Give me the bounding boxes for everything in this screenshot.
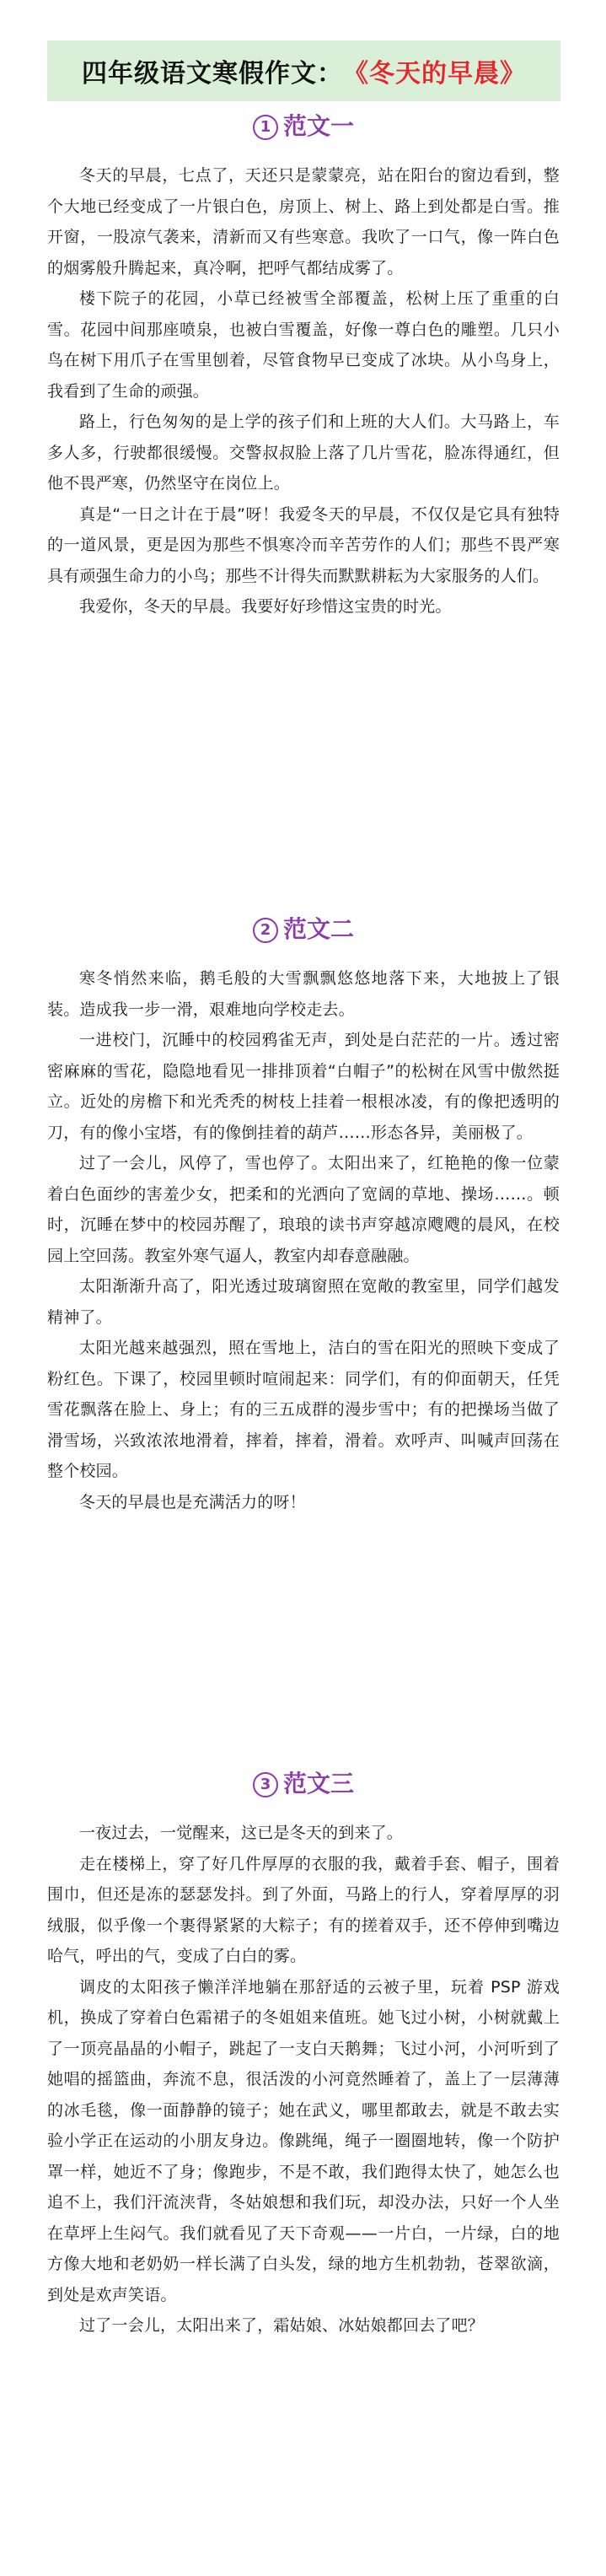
- paragraph: 过了一会儿，太阳出来了，霜姑娘、冰姑娘都回去了吧？: [79, 2316, 485, 2335]
- paragraph: 过了一会儿，风停了，雪也停了。太阳出来了，红艳艳的像一位蒙着白色面纱的害羞少女，把柔和的光洒向了宽阔的草地、操场……。顿时，沉睡在梦中的校园苏醒了，琅琅的读书声穿越凉飕飕的晨风，在校园上空回荡。教室外寒气逼人，教室内却春意融融。: [47, 1154, 560, 1265]
- paragraph: 调皮的太阳孩子懒洋洋地躺在那舒适的云被子里，玩着 PSP 游戏机，换成了穿着白色霜裙子的冬姐姐来值班。她飞过小树，小树就戴上了一顶亮晶晶的小帽子，跳起了一支白天鹅舞；飞过小河，小河听到了她唱的摇篮曲，奔流不息，很活泼的小河竟然睡着了，盖上了一层薄薄的冰毛毯，像一面静静的镜子；她在武义，哪里都敢去，就是不敢去实验小学正在运动的小朋友身边。像跳绳，绳子一圈圈地转，像一个防护罩一样，她近不了身；像跑步，不是不敢，我们跑得太快了，她怎么也追不上，我们汗流浃背，冬姑娘想和我们玩，却没办法，只好一个人坐在草坪上生闷气。我们就看见了天下奇观——一片白，一片绿，白的地方像大地和老奶奶一样长满了白头发，绿的地方生机勃勃，苍翠欲滴，到处是欢声笑语。: [47, 1977, 560, 2304]
- paragraph: 楼下院子的花园，小草已经被雪全部覆盖，松树上压了重重的白雪。花园中间那座喷泉，也被白雪覆盖，好像一尊白色的雕塑。几只小鸟在树下用爪子在雪里刨着，尽管食物早已变成了冰块。从小鸟身上，我看到了生命的顽强。: [47, 289, 560, 401]
- essay-section-1: [47, 108, 560, 622]
- paragraph: 冬天的早晨，七点了，天还只是蒙蒙亮，站在阳台的窗边看到，整个大地已经变成了一片银白色，房顶上、树上、路上到处都是白雪。推开窗，一股凉气袭来，清新而又有些寒意。我吹了一口气，像一阵白色的烟雾般升腾起来，真冷啊，把呼气都结成雾了。: [47, 166, 560, 278]
- essay-section-2: [47, 911, 560, 1517]
- essay-label: 范文二: [282, 915, 354, 943]
- essay-heading-2: [47, 911, 560, 948]
- title-prefix: 四年级语文寒假作文：: [82, 59, 343, 89]
- circled-number-badge: 3: [253, 1772, 278, 1797]
- paragraph: 太阳渐渐升高了，阳光透过玻璃窗照在宽敞的教室里，同学们越发精神了。: [47, 1277, 560, 1327]
- essay-heading-3: [47, 1765, 560, 1803]
- essay-label: 范文三: [282, 1770, 354, 1797]
- title-highlight: 《冬天的早晨》: [343, 59, 526, 89]
- essay-label: 范文一: [282, 112, 354, 140]
- paragraph: 一夜过去，一觉醒来，这已是冬天的到来了。: [79, 1824, 404, 1842]
- essay-section-3: [47, 1765, 560, 2342]
- paragraph: 走在楼梯上，穿了好几件厚厚的衣服的我，戴着手套、帽子，围着围巾，但还是冻的瑟瑟发抖。到了外面，马路上的行人，穿着厚厚的羽绒服，似乎像一个裹得紧紧的大粽子；有的搓着双手，还不停伸到嘴边哈气，呼出的气，变成了白白的雾。: [47, 1854, 560, 1965]
- paragraph: 一进校门，沉睡中的校园鸦雀无声，到处是白茫茫的一片。透过密密麻麻的雪花，隐隐地看见一排排顶着“白帽子”的松树在风雪中傲然挺立。近处的房檐下和光秃秃的树枝上挂着一根根冰凌，有的像把透明的刀，有的像小宝塔，有的像倒挂着的葫芦……形态各异，美丽极了。: [47, 1031, 560, 1142]
- circled-number-badge: 2: [253, 918, 278, 943]
- circled-number-badge: 1: [253, 115, 278, 140]
- page-title: [47, 40, 560, 101]
- paragraph: 寒冬悄然来临，鹅毛般的大雪飘飘悠悠地落下来，大地披上了银装。造成我一步一滑，艰难地向学校走去。: [47, 969, 560, 1019]
- paragraph: 我爱你，冬天的早晨。我要好好珍惜这宝贵的时光。: [79, 597, 452, 616]
- paragraph: 太阳光越来越强烈，照在雪地上，洁白的雪在阳光的照映下变成了粉红色。下课了，校园里顿时喧闹起来：同学们，有的仰面朝天，任凭雪花飘落在脸上、身上；有的三五成群的漫步雪中；有的把操场当做了滑雪场，兴致浓浓地滑着，摔着，摔着，滑着。欢呼声、叫喊声回荡在整个校园。: [47, 1339, 560, 1480]
- paragraph: 真是“一日之计在于晨”呀！我爱冬天的早晨，不仅仅是它具有独特的一道风景，更是因为那些不惧寒冷而辛苦劳作的人们；那些不畏严寒具有顽强生命力的小鸟；那些不计得失而默默耕耘为大家服务的人们。: [47, 504, 560, 585]
- paragraph: 路上，行色匆匆的是上学的孩子们和上班的大人们。大马路上，车多人多，行驶都很缓慢。交警叔叔脸上落了几片雪花，脸冻得通红，但他不畏严寒，仍然坚守在岗位上。: [47, 412, 560, 493]
- essay-heading-1: [47, 108, 560, 145]
- paragraph: 冬天的早晨也是充满活力的呀！: [79, 1492, 306, 1512]
